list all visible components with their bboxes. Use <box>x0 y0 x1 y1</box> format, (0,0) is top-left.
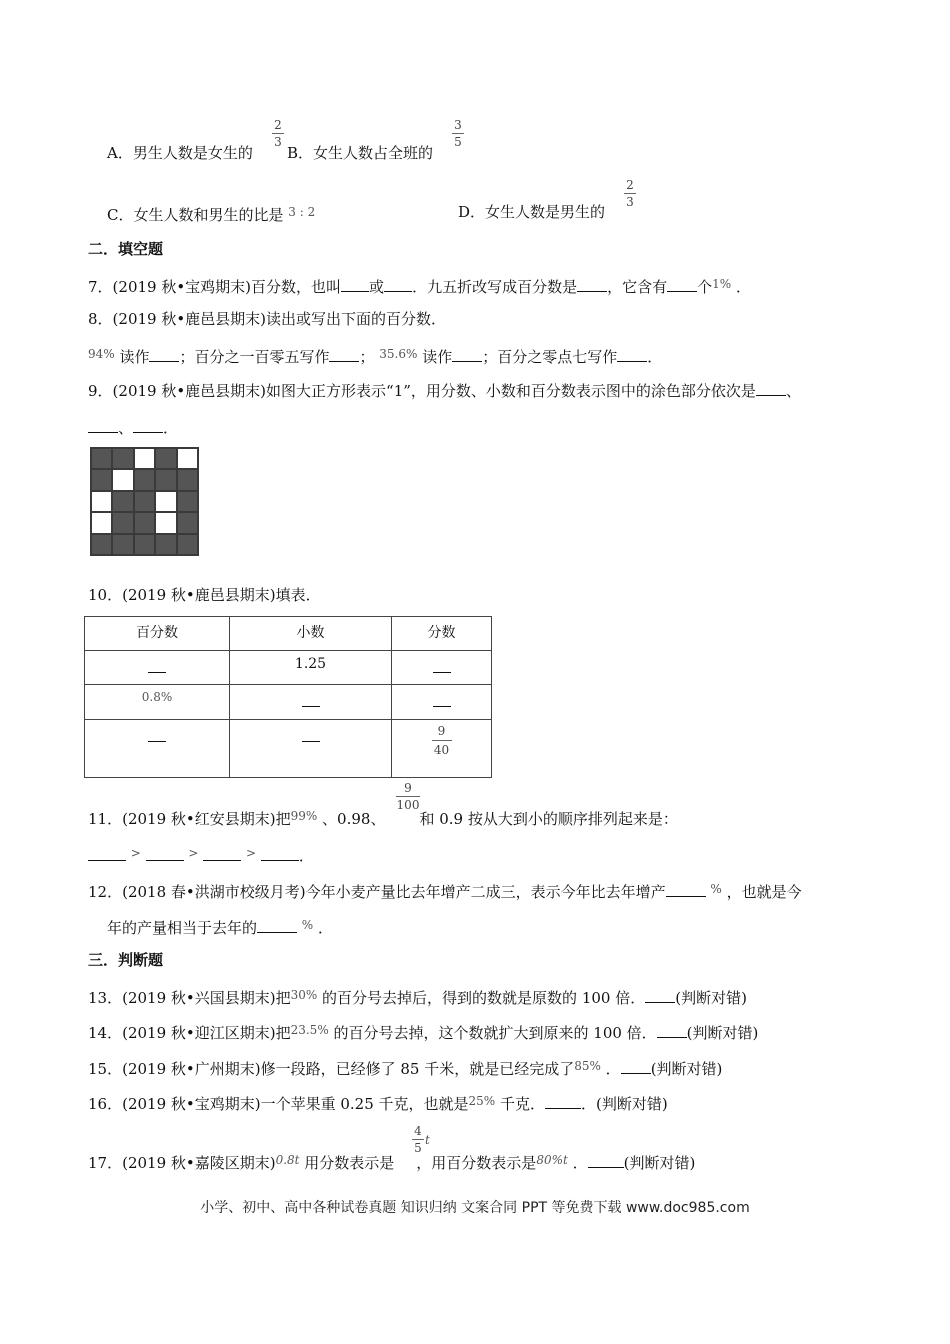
grid-cell-shaded <box>156 470 175 489</box>
question-7: 7．(2019 秋•宝鸡期末)百分数，也叫 或 ．九五折改写成百分数是 ，它含有 个$^{1\%}$ ． <box>88 277 751 296</box>
grid-cell-shaded <box>178 535 197 554</box>
grid-cell-shaded <box>178 492 197 511</box>
cell-blank <box>230 720 392 778</box>
grid-cell-shaded <box>178 470 197 489</box>
grid-cell-shaded <box>135 470 154 489</box>
grid-cell-white <box>156 492 175 511</box>
question-17: 17．(2019 秋•嘉陵区期末)$^{0.8t}$ 用分数表示是 ，用百分数表示是$^{80\%t}$ ． (判断对错) <box>88 1153 696 1172</box>
fraction-two-thirds-d: 2 3 <box>624 178 636 209</box>
question-8-title: 8．(2019 秋•鹿邑县期末)读出或写出下面的百分数． <box>88 310 447 328</box>
cell-blank <box>392 651 492 685</box>
question-15: 15．(2019 秋•广州期末)修一段路，已经修了 85 千米，就是已经完成了$^{85\%}$ ． (判断对错) <box>88 1059 723 1078</box>
header-decimal: 小数 <box>230 617 392 651</box>
grid-cell-shaded <box>92 535 111 554</box>
fraction-nine-hundred: 9 100 <box>396 781 420 812</box>
cell-blank <box>85 651 230 685</box>
question-16: 16．(2019 秋•宝鸡期末)一个苹果重 0.25 千克，也就是$^{25\%}$ 千克． ．(判断对错) <box>88 1094 668 1113</box>
grid-cell-shaded <box>113 492 132 511</box>
option-a: A．男生人数是女生的 <box>107 144 253 162</box>
grid-cell-shaded <box>113 513 132 532</box>
fraction-four-fifths: 4 5 <box>412 1124 424 1155</box>
question-11: 11．(2019 秋•红安县期末)把$^{99\%}$ 、0.98、 和 0.9 按从大到小的顺序排列起来是： <box>88 809 678 828</box>
grid-cell-shaded <box>156 535 175 554</box>
grid-cell-white <box>92 492 111 511</box>
grid-cell-shaded <box>113 535 132 554</box>
grid-cell-white <box>156 513 175 532</box>
cell-fraction-value: $\frac{9}{40}$ <box>392 720 492 778</box>
question-14: 14．(2019 秋•迎江区期末)把$^{23.5\%}$ 的百分号去掉，这个数就扩大到原来的 100 倍． (判断对错) <box>88 1023 759 1042</box>
grid-cell-shaded <box>156 449 175 468</box>
question-12: 12．(2018 春•洪湖市校级月考)今年小麦产量比去年增产二成三，表示今年比去年增产 % ，也就是今 <box>88 882 802 901</box>
question-11-answer-blanks: > > > ． <box>88 843 314 866</box>
option-b: B．女生人数占全班的 <box>287 144 434 162</box>
grid-cell-white <box>135 449 154 468</box>
footer-text: 小学、初中、高中各种试卷真题 知识归纳 文案合同 PPT 等免费下载 www.doc985.com <box>200 1200 750 1216</box>
grid-cell-shaded <box>135 513 154 532</box>
grid-cell-white <box>92 513 111 532</box>
cell-blank <box>85 720 230 778</box>
grid-cell-white <box>178 449 197 468</box>
section-judge-heading: 三．判断题 <box>88 951 164 969</box>
grid-cell-shaded <box>92 470 111 489</box>
cell-blank <box>392 685 492 720</box>
option-c: C．女生人数和男生的比是 $^{3 : 2}$ <box>107 205 316 224</box>
question-8-body: $^{94\%}$ 读作 ；百分之一百零五写作 ； $^{35.6\%}$ 读作 ；百分之零点七写作 ． <box>88 347 663 366</box>
question-12-cont: 年的产量相当于去年的 % ． <box>107 918 333 937</box>
question-9: 9．(2019 秋•鹿邑县期末)如图大正方形表示“1”，用分数、小数和百分数表示图中的涂色部分依次是 、 <box>88 382 801 400</box>
question-13: 13．(2019 秋•兴国县期末)把$^{30\%}$ 的百分号去掉后，得到的数就是原数的 100 倍． (判断对错) <box>88 988 747 1007</box>
cell-blank <box>230 685 392 720</box>
grid-cell-shaded <box>92 449 111 468</box>
fraction-two-thirds-a: 2 3 <box>272 118 284 149</box>
grid-cell-shaded <box>135 535 154 554</box>
fraction-variable-t: t <box>425 1133 430 1147</box>
header-fraction: 分数 <box>392 617 492 651</box>
grid-cell-shaded <box>135 492 154 511</box>
grid-cell-shaded <box>113 449 132 468</box>
shaded-square-grid <box>90 447 199 556</box>
fraction-three-fifths: 3 5 <box>452 118 464 149</box>
cell-percent-value: 0.8% <box>85 685 230 720</box>
question-10-title: 10．(2019 秋•鹿邑县期末)填表． <box>88 586 321 604</box>
option-d: D．女生人数是男生的 <box>458 203 606 221</box>
header-percent: 百分数 <box>85 617 230 651</box>
conversion-table <box>84 616 492 778</box>
grid-cell-white <box>113 470 132 489</box>
grid-cell-shaded <box>178 513 197 532</box>
section-fill-heading: 二．填空题 <box>88 240 164 258</box>
question-9-cont: 、 ． <box>88 418 178 438</box>
cell-decimal-value: 1.25 <box>230 651 392 685</box>
